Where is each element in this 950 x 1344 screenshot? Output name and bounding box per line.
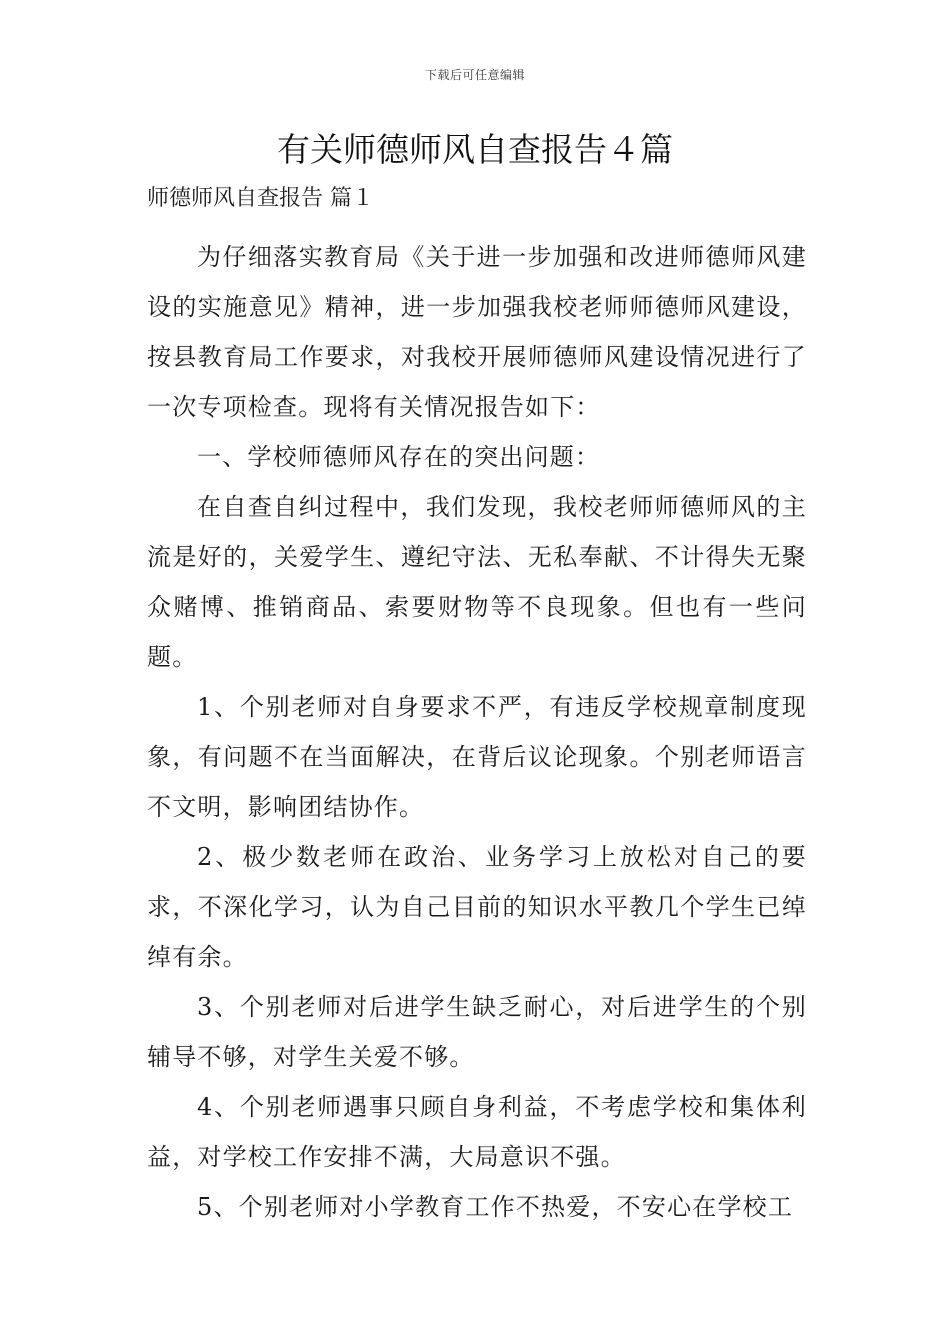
paragraph-heading-problems: 一、学校师德师风存在的突出问题： [197, 443, 601, 471]
paragraph-item-1: 1、个别老师对自身要求不严，有违反学校规章制度现象，有问题不在当面解决，在背后议论现象。个别老师语言不文明，影响团结协作。 [147, 693, 807, 821]
paragraph-findings: 在自查自纠过程中，我们发现，我校老师师德师风的主流是好的，关爱学生、遵纪守法、无私奉献、不计得失无聚众赌博、推销商品、索要财物等不良现象。但也有一些问题。 [147, 493, 807, 671]
paragraph-item-3: 3、个别老师对后进学生缺乏耐心，对后进学生的个别辅导不够，对学生关爱不够。 [147, 993, 807, 1071]
paragraph-intro: 为仔细落实教育局《关于进一步加强和改进师德师风建设的实施意见》精神，进一步加强我校老师师德师风建设，按县教育局工作要求，对我校开展师德师风建设情况进行了一次专项检查。现将有关情况报告如下： [147, 243, 807, 421]
page-header-note: 下载后可任意编辑 [424, 68, 525, 82]
paragraph-item-4: 4、个别老师遇事只顾自身利益，不考虑学校和集体利益，对学校工作安排不满，大局意识不强。 [147, 1093, 807, 1171]
document-title: 有关师德师风自查报告４篇 [277, 130, 673, 169]
paragraph-item-5: 5、个别老师对小学教育工作不热爱，不安心在学校工 [197, 1193, 794, 1221]
paragraph-item-2: 2、极少数老师在政治、业务学习上放松对自己的要求，不深化学习，认为自己目前的知识水平教几个学生已绰绰有余。 [147, 843, 807, 971]
document-body [147, 232, 807, 1232]
section-title: 师德师风自查报告 篇１ [147, 186, 374, 211]
